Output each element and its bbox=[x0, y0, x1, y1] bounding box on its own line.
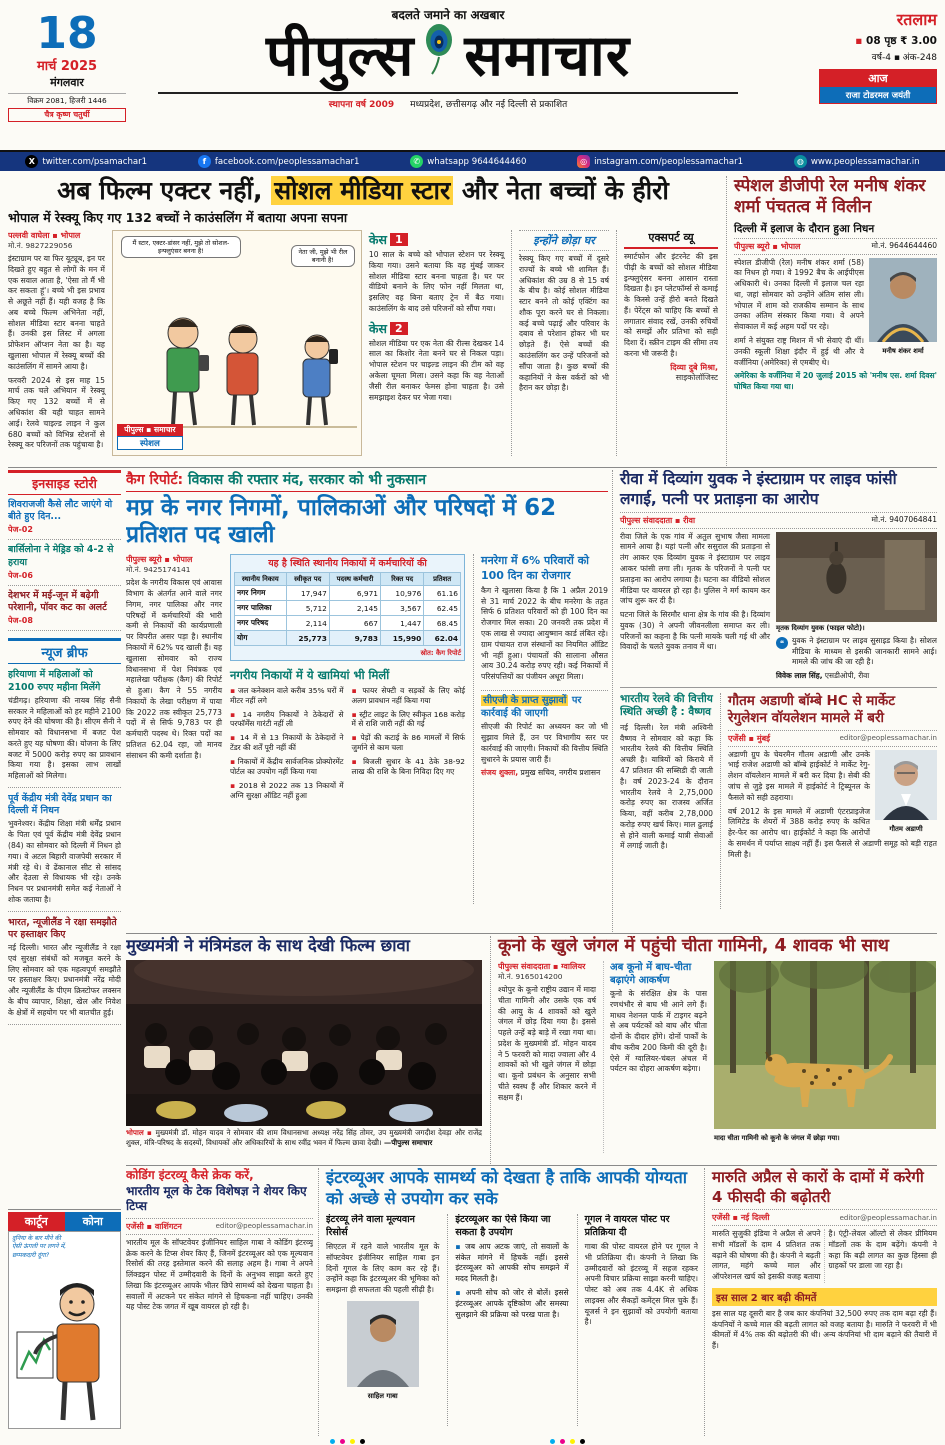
manrega-headline: मनरेगा में 6% परिवारों को 100 दिन का रोजगार bbox=[481, 554, 590, 582]
right-column bbox=[612, 470, 937, 932]
cartoon-header-right: कोना bbox=[65, 1212, 122, 1231]
news-brief-item: भारत, न्यूजीलैंड ने रक्षा समझौते पर हस्ताक्षर किए नई दिल्ली। भारत और न्यूजीलैंड ने रक्षा एवं सुरक्षा संबंधों को मजबूत करने के लिए सोमवार को एक महत्वपूर्ण समझौते पर हस्ताक्षर किए। प्रधानमंत्री नरेंद्र मोदी और न्यूजीलैंड के पीएम क्रिस्टोफर लक्सन के बीच व्यापार, शिक्षा, खेल और निवेश के क्षेत्रों में सहयोग पर भी बातचीत हुई। bbox=[8, 912, 121, 1025]
table-row: नगर निगम 17,947 6,971 10,976 61.16 bbox=[235, 586, 461, 601]
social-bar bbox=[0, 150, 945, 171]
quote-icon: ❝ bbox=[776, 637, 788, 649]
rewa-body-column: रीवा जिले के एक गांव में अतुल सुभाष जैसा मामला सामने आया है। यहां पत्नी और ससुराल की प्रताड़ना से तंग आकर एक दिव्यांग युवक ने इंस्टाग्राम पर लाइव आकर फांसी लगा ली। मृतक के परिजनों ने पत्नी पर प्रताड़ना का आरोप लगाया है। घटना का वीडियो सोशल मीडिया पर वायरल हो रहा है। पुलिस ने मर्ग कायम कर जांच शुरू कर दी है। घटना जिले के सिरमौर थाना क्षेत्र के गांव की है। दिव्यांग युवक (30) ने अपनी जीवनलीला समाप्त कर ली। परिजनों का कहना है कि पत्नी मायके चली गई थी और विवादों के चलते युवक तनाव में था। bbox=[620, 531, 770, 652]
published-from: मध्यप्रदेश, छत्तीसगढ़ और नई दिल्ली से प्रकाशित bbox=[410, 99, 568, 110]
case-1-text: 10 साल के बच्चे को भोपाल स्टेशन पर रेस्क्यू किया गया। उसने बताया कि वह मुंबई जाकर सोशल मीडिया स्टार बनना चाहता है। घर पर वीडियो बनाने के लिए फोन नहीं मिलता था, इसलिए वह बिना बताए ट्रेन में बैठ गया। काउंसलिंग के बाद उसे परिजनों को सौंपा गया। bbox=[368, 250, 504, 313]
flaws-list-right: ▪ फायर सेफ्टी व सड़कों के लिए कोई अलग प्रावधान नहीं किया गया ▪ स्ट्रीट लाइट के लिए स्वीकृत 168 करोड़ में से राशि जारी नहीं की गई ▪ पेड़ों की कटाई के 86 मामलों में सिर्फ जुर्माने से काम चला ▪ बिजली सुधार के 41 ठेके 38-92 लाख की राशि के बिना निविदा दिए गए bbox=[352, 686, 466, 806]
cm-film-headline: मुख्यमंत्री ने मंत्रिमंडल के साथ देखी फिल्म छावा bbox=[126, 936, 410, 955]
speech-bubble-1: मैं स्टार, एक्टर-डांसर नहीं, मुझे तो सोशल-इन्फ्लुएंसर बनना है! bbox=[121, 236, 241, 258]
case-2-header: केस 2 bbox=[369, 320, 504, 337]
flaws-header: नगरीय निकायों में ये खामियां भी मिलीं bbox=[230, 668, 390, 683]
table-row: नगर पालिका 5,712 2,145 3,567 62.45 bbox=[235, 601, 461, 616]
bureau-phone: मो.नं. 9644644460 bbox=[871, 241, 937, 250]
news-brief-item: पूर्व केंद्रीय मंत्री देवेंद्र प्रधान का दिल्ली में निधन भुवनेश्वर। केंद्रीय शिक्षा मंत्री धर्मेंद्र प्रधान के पिता एवं पूर्व केंद्रीय मंत्री देवेंद्र प्रधान (84) का सोमवार को दिल्ली में निधन हो गया। वे अटल बिहारी वाजपेयी सरकार में मंत्री रहे थे। वे ढेंकानाल सीट से सांसद और देउला से विधायक भी रहे। उनके निधन पर प्रधानमंत्री समेत कई नेताओं ने शोक जताया है। bbox=[8, 788, 121, 912]
sdop-quote: ❝ युवक ने इंस्टाग्राम पर लाइव सुसाइड किया है। सोशल मीडिया के माध्यम से इसकी जानकारी सामने आई। मामले की जांच की जा रही है। bbox=[776, 636, 937, 668]
lead-subhead: भोपाल में रेस्क्यू किए गए 132 बच्चों ने काउंसलिंग में बताया अपना सपना bbox=[8, 210, 348, 225]
cag-vacancy-table: स्थानीय निकाय स्वीकृत पद पदस्थ कर्मचारी रिक्त पद प्रतिशत नगर निगम 17,947 6,971 10,976 61.16 नगर पालिका 5,712 2,145 3,567 62.45 नगर परिषद 2,114 667 1,447 68.45 योग 25,773 9,783 15,990 62.04 bbox=[234, 572, 461, 646]
dgp-headline: स्पेशल डीजीपी रेल मनीष शंकर शर्मा पंचतत्व में विलीन bbox=[734, 176, 926, 218]
news-brief-header: न्यूज ब्रीफ bbox=[8, 638, 121, 664]
masthead bbox=[8, 6, 937, 147]
divider bbox=[8, 467, 937, 468]
maruti-story bbox=[704, 1168, 937, 1436]
lead-cartoon-illustration bbox=[112, 230, 362, 456]
peacock-feather-icon bbox=[422, 23, 456, 90]
dgp-obituary-story bbox=[726, 176, 937, 466]
today-box bbox=[819, 69, 937, 104]
divider bbox=[8, 1209, 121, 1210]
adani-portrait-photo bbox=[875, 750, 937, 834]
twitter-handle: X twitter.com/psamachar1 bbox=[25, 155, 147, 168]
railway-story bbox=[620, 693, 713, 909]
dgp-body-highlight: अमेरिका के वर्जीनिया में 20 जुलाई 2015 को 'मनीष एस. शर्मा दिवस' घोषित किया गया था। bbox=[734, 371, 937, 392]
maruti-headline: मारुति अप्रैल से कारों के दामों में करेगी 4 फीसदी की बढ़ोतरी bbox=[712, 1168, 924, 1206]
sahil-gaba-photo bbox=[347, 1301, 419, 1401]
coding-interview-story bbox=[126, 1168, 313, 1436]
date-block bbox=[8, 8, 126, 122]
quote-signature: संजय शुक्ला, प्रमुख सचिव, नगरीय प्रशासन bbox=[481, 768, 601, 778]
interviewer-col-google: गूगल ने वायरल पोस्ट पर प्रतिक्रिया दी गाबा की पोस्ट वायरल होने पर गूगल ने भी प्रतिक्रिया दी। कंपनी ने लिखा कि उम्मीदवारों को इंटरव्यू में सहज रहकर अपनी विचार प्रक्रिया साझा करनी चाहिए। पोस्ट को अब तक 4.4K से अधिक लाइक्स और सैकड़ों कमेंट्स मिल चुके हैं। यूजर्स ने इन सुझावों को उपयोगी बताया है। bbox=[577, 1214, 698, 1426]
editor-email: editor@peoplessamachar.in bbox=[839, 734, 937, 743]
dgp-body-1: स्पेशल डीजीपी (रेल) मनीष शंकर शर्मा (58) का निधन हो गया। वे 1992 बैच के आईपीएस अधिकारी थे। उनका दिल्ली में इलाज चल रहा था, जहां सोमवार को उन्होंने अंतिम सांस ली। भोपाल में शाम को राजकीय सम्मान के साथ उनका अंतिम संस्कार किया गया। वे अपने सेवाकाल में कई अहम पदों पर रहे। bbox=[734, 257, 864, 332]
divider bbox=[126, 1165, 937, 1166]
cheetah-body-column: पीपुल्स संवाददाता ▪ ग्वालियर मो.नं. 9165014200 श्योपुर के कूनो राष्ट्रीय उद्यान में मादा चीता गामिनी और उसके एक वर्ष की आयु के 4 शावकों को खुले जंगल में छोड़ दिया गया है। इससे पहले उन्हें बड़े बाड़े में रखा गया था। प्रदेश के मुख्यमंत्री डॉ. मोहन यादव ने 5 फरवरी को मादा ज्वाला और 4 शावकों को भी खुले जंगल में छोड़ा था। कूनो प्रबंधन के अनुसार सभी चीते स्वस्थ हैं और शिकार करने में सक्षम हैं। bbox=[498, 962, 596, 1102]
lead-story bbox=[8, 176, 718, 466]
masthead-center bbox=[158, 6, 738, 110]
maruti-body: मारुति सुजुकी इंडिया ने अप्रैल से अपने सभी मॉडलों के दाम 4 प्रतिशत तक बढ़ाने की घोषणा की है। कंपनी ने बढ़ती लागत, महंगे कच्चे माल और ऑपरेशनल खर्च को इसकी वजह बताया है। एंट्री-लेवल ऑल्टो से लेकर प्रीमियम मॉडलों तक के दाम बढ़ेंगे। कंपनी ने कहा कि बढ़ी लागत का कुछ हिस्सा ही ग्राहकों पर डाला जा रहा है। bbox=[712, 1229, 937, 1282]
case-1-number: 1 bbox=[390, 233, 408, 246]
quote-headline: सीएजी के प्राप्त सुझावों पर कार्रवाई की जाएगी bbox=[481, 694, 582, 719]
badge-special: स्पेशल bbox=[117, 436, 183, 450]
cheetah-photo bbox=[714, 961, 936, 1153]
lead-body-1: इंस्टाग्राम पर या फिर यूट्यूब, इन पर दिखते हुए बहुत से लोगों के मन में एक सवाल आता है, 'ऐसा तो मैं भी कर सकता हूं'। बच्चे भी इस प्रभाव से अछूते नहीं हैं। यही वजह है कि अब बच्चे फिल्म अभिनेता नहीं, सोशल मीडिया स्टार बनना चाहते हैं। उनकी इस लिस्ट में अगला प्रोफेशन ऑप्शन नेता का है। यह खुलासा भोपाल में रेस्क्यू बच्चों की काउंसलिंग में सामने आया है। bbox=[8, 254, 105, 371]
cag-table-column bbox=[230, 554, 465, 904]
official-quote-box bbox=[481, 690, 608, 778]
weekday: मंगलवार bbox=[50, 76, 84, 89]
cag-headline: मप्र के नगर निगमों, पालिकाओं और परिषदों में 62 प्रतिशत पद खाली bbox=[126, 495, 557, 549]
expert-view-body: स्मार्टफोन और इंटरनेट की इस पीढ़ी के बच्चों को सोशल मीडिया इन्फ्लुएंसर बनना आसान रास्ता दिखता है। इन प्लेटफॉर्म्स से कमाई के किस्से उन्हें हीरो बनते दिखते हैं। पेरेंट्स को चाहिए कि बच्चों से लगातार संवाद रखें, उनकी रुचियों को समझें और प्रतिभा को सही दिशा दें। स्क्रीन टाइम की सीमा तय करना भी जरूरी है। bbox=[624, 252, 718, 359]
cheetah-subhead: अब कूनो में बाघ-चीता बढ़ाएंगे आकर्षण bbox=[610, 962, 692, 986]
rewa-byline-row: पीपुल्स संवाददाता ▪ रीवा मो.नं. 9407064841 bbox=[620, 512, 937, 529]
cag-body: प्रदेश के नगरीय विकास एवं आवास विभाग के अंतर्गत आने वाले नगर निगम, नगर पालिका और नगर परिषदों में कर्मचारियों की भारी कमी से निकायों की कार्यप्रणाली पर विपरीत असर पड़ा है। स्थानीय निकायों में 62% पद खाली हैं। यह खुलासा सोमवार को राज्य विधानसभा में पेश नियंत्रक एवं महालेखा परीक्षक (कैग) की रिपोर्ट से हुआ। कैग ने 55 नगरीय निकायों के लेखा परीक्षण में पाया कि 2022 तक स्वीकृत 25,773 पदों में से सिर्फ 9,783 पर ही कर्मचारी पदस्थ थे। रिक्त पदों का प्रतिशत 62.04 रहा, जो मानव संसाधन की कमी दर्शाता है। bbox=[126, 578, 223, 760]
cheetah-body-1: श्योपुर के कूनो राष्ट्रीय उद्यान में मादा चीता गामिनी और उसके एक वर्ष की आयु के 4 शावकों को खुले जंगल में छोड़ दिया गया है। इससे पहले उन्हें बड़े बाड़े में रखा गया था। प्रदेश के मुख्यमंत्री डॉ. मोहन यादव ने 5 फरवरी को मादा ज्वाला और 4 शावकों को भी खुले जंगल में छोड़ा था। कूनो प्रबंधन के अनुसार सभी चीते स्वस्थ हैं और शिकार करने में सक्षम हैं। bbox=[498, 985, 596, 1102]
cheetah-story bbox=[490, 936, 937, 1164]
lead-body-2: फरवरी 2024 से इस माह 15 मार्च तक चले अभियान में रेस्क्यू किए गए 132 बच्चों में से अधिकांश की यही चाहत सामने आई। रेलवे चाइल्ड लाइन ने कुल 680 बच्चों को विभिन्न स्टेशनों से रेस्क्यू कर परिजनों तक पहुंचाया है। bbox=[8, 375, 105, 450]
date-month-year: मार्च 2025 bbox=[36, 59, 98, 74]
cartoon-header-left: कार्टून bbox=[8, 1212, 65, 1231]
special-badge bbox=[117, 424, 183, 450]
rewa-photo-caption: मृतक दिव्यांग युवक (फाइल फोटो)। bbox=[776, 623, 865, 632]
flaws-list-left: ▪ जल कनेक्शन वाले करीब 35% घरों में मीटर नहीं लगे ▪ 14 नगरीय निकायों ने ठेकेदारों से परफॉर्मेंस गारंटी नहीं ली ▪ 14 में से 13 निकायों के ठेकेदारों ने टेंडर की शर्तें पूरी नहीं कीं ▪ निकायों में केंद्रीय सार्वजनिक प्रोक्योरमेंट पोर्टल का उपयोग नहीं किया गया ▪ 2018 से 2022 तक 13 निकायों में अग्नि सुरक्षा ऑडिट नहीं हुआ bbox=[230, 686, 344, 806]
website-url: ◍ www.peoplessamachar.in bbox=[794, 155, 920, 168]
volume-issue: वर्ष-4 ▪ अंक-248 bbox=[871, 53, 937, 63]
table-row: नगर परिषद 2,114 667 1,447 68.45 bbox=[235, 616, 461, 631]
cag-phone: मो.नं. 9425174141 bbox=[126, 565, 191, 575]
maruti-byline-row: एजेंसी ▪ नई दिल्ली editor@peoplessamachar.in bbox=[712, 1209, 937, 1226]
cag-body-column bbox=[126, 554, 222, 904]
left-rail bbox=[8, 470, 121, 1208]
coding-body: भारतीय मूल के सॉफ्टवेयर इंजीनियर साहिल गाबा ने कोडिंग इंटरव्यू क्रेक करने के टिप्स शेयर किए हैं, जिनमें इंटरव्यूअर को एक मूल्यवान रिसोर्स की तरह इस्तेमाल करने की सलाह अहम है। गाबा ने अपने लिंक्डइन पोस्ट में उम्मीदवारी के दिनों के अनुभव साझा करते हुए लिखा कि इंटरव्यूअर आपके भीतर छिपे सामर्थ्य को देखना चाहता है। सवालों में अटकने पर संकेत मांगने से हिचकना नहीं चाहिए। उनकी यह पोस्ट टेक जगत में खूब वायरल हो रही है। bbox=[126, 1237, 313, 1312]
coding-byline-row: एजेंसी ▪ वाशिंगटन editor@peoplessamachar.in bbox=[126, 1218, 313, 1235]
adani-body-2: वर्ष 2012 के इस मामले में अडाणी एंटरप्राइजेज लिमिटेड के शेयरों में 388 करोड़ रुपए के कथित हेर-फेर का आरोप था। हाईकोर्ट ने कहा कि आरोपों के समर्थन में पर्याप्त साक्ष्य नहीं हैं। इस फैसले से अडाणी समूह को बड़ी राहत मिली है। bbox=[728, 806, 937, 859]
divider bbox=[126, 933, 937, 934]
interviewer-headline: इंटरव्यूअर आपके सामर्थ्य को देखता है ताकि आपकी योग्यता को अच्छे से उपयोग कर सके bbox=[326, 1168, 688, 1208]
badge-masthead: पीपुल्स ▪ समाचार bbox=[117, 424, 183, 436]
bureau-byline: पीपुल्स ब्यूरो ▪ भोपाल bbox=[734, 241, 801, 251]
sahil-gaba-caption: साहिल गाबा bbox=[367, 1391, 398, 1400]
news-brief-item: हरियाणा में महिलाओं को 2100 रुपए महीना मिलेंगे चंडीगढ़। हरियाणा की नायब सिंह सैनी सरकार ने महिलाओं को हर महीने 2100 रुपए देने की घोषणा की है। सीएम सैनी ने सोमवार को विधानसभा में बजट पेश करते हुए यह घोषणा की। योजना के लिए बजट में 5000 करोड़ रुपए का प्रावधान किया गया है। इसका लाभ लाखों महिलाओं को मिलेगा। bbox=[8, 664, 121, 788]
expert-view-column bbox=[616, 230, 718, 456]
established-year: स्थापना वर्ष 2009 bbox=[328, 99, 395, 110]
left-home-column bbox=[511, 230, 609, 456]
cag-report-story bbox=[126, 470, 608, 932]
quote-body: सीएजी की रिपोर्ट का अध्ययन कर जो भी सुझाव मिले हैं, उन पर विभागीय स्तर पर कार्रवाई की जाएगी। निकायों की वित्तीय स्थिति सुधारने के प्रयास जारी हैं। bbox=[481, 722, 608, 764]
reporter-phone: मो.नं. 9827229056 bbox=[8, 241, 73, 250]
rewa-photo bbox=[776, 532, 937, 622]
whatsapp-icon: ✆ bbox=[410, 155, 423, 168]
today-label: आज bbox=[820, 70, 936, 87]
dgp-photo-caption: मनीष शंकर शर्मा bbox=[882, 346, 924, 355]
cm-film-caption: भोपाल ▪ मुख्यमंत्री डॉ. मोहन यादव ने सोमवार की शाम विधानसभा अध्यक्ष नरेंद्र सिंह तोमर, उप मुख्यमंत्री जगदीश देवड़ा और राजेंद्र शुक्ल, मंत्रि-परिषद के सदस्यों, विधायकों और अधिकारियों के साथ रवींद्र भवन में फिल्म छावा देखी। —पीपुल्स समाचार bbox=[126, 1127, 482, 1147]
maruti-subhead: इस साल 2 बार बढ़ी कीमतें bbox=[712, 1288, 937, 1306]
pages-price: ▪ 08 पृष्ठ ₹ 3.00 bbox=[772, 34, 937, 48]
case-1-header: केस 1 bbox=[369, 231, 504, 248]
cm-film-story bbox=[126, 936, 482, 1164]
adani-story bbox=[720, 693, 937, 909]
railway-headline: भारतीय रेलवे की वित्तीय स्थिति अच्छी है : वैष्णव bbox=[620, 692, 713, 719]
instagram-icon: ◎ bbox=[577, 155, 590, 168]
rewa-headline: रीवा में दिव्यांग युवक ने इंस्टाग्राम पर लाइव फांसी लगाई, पत्नी पर प्रताड़ना का आरोप bbox=[620, 470, 897, 508]
inside-story-item: बार्सिलोना ने मेड्रिड को 4-2 से हराया पेज-06 bbox=[8, 540, 121, 585]
adani-byline-row: एजेंसी ▪ मुंबई editor@peoplessamachar.in bbox=[728, 730, 937, 747]
cartoon-corner bbox=[8, 1212, 121, 1436]
registration-marks bbox=[0, 1438, 945, 1445]
coding-kicker-2: भारतीय मूल के टेक विशेषज्ञ ने शेयर किए टिप्स bbox=[126, 1183, 307, 1214]
railway-body: नई दिल्ली। रेल मंत्री अश्विनी वैष्णव ने सोमवार को कहा कि भारतीय रेलवे की वित्तीय स्थिति अच्छी है। यात्रियों को किराये में 47 प्रतिशत की सब्सिडी दी जाती है। वर्ष 2023-24 के दौरान भारतीय रेलवे ने 2,75,000 करोड़ रुपए का राजस्व अर्जित किया, वहीं करीब 2,78,000 करोड़ रुपए खर्च किए। माल ढुलाई से होने वाली कमाई यात्री सेवाओं में लगाई जाती है। bbox=[620, 722, 713, 851]
reporter-byline: पल्लवी वाघेला ▪ भोपाल bbox=[8, 231, 81, 240]
cheetah-headline: कूनो के खुले जंगल में पहुंची चीता गामिनी, 4 शावक भी साथ bbox=[498, 936, 889, 956]
masthead-subline bbox=[158, 92, 738, 110]
expert-view-header: एक्सपर्ट व्यू bbox=[624, 230, 718, 249]
left-home-header: इन्होंने छोड़ा घर bbox=[519, 230, 609, 251]
tagline: बदलते जमाने का अखबार bbox=[391, 8, 505, 22]
headline-highlight: सोशल मीडिया स्टार bbox=[271, 176, 453, 205]
table-source: स्रोत: कैग रिपोर्ट bbox=[420, 649, 461, 658]
manrega-column bbox=[473, 554, 608, 904]
inside-story-item: शिवराजजी कैसे लौट जाएंगे वो बीते हुए दिन... पेज-02 bbox=[8, 495, 121, 540]
interviewer-col-resource: इंटरव्यू लेने वाला मूल्यवान रिसोर्स सिएटल में रहने वाले भारतीय मूल के सॉफ्टवेयर इंजीनियर साहिल गाबा इन दिनों गूगल के लिए काम कर रहे हैं। उन्होंने कहा कि इंटरव्यूअर की भूमिका को समझना ही सफलता की पहली सीढ़ी है। साहिल गाबा bbox=[326, 1214, 440, 1400]
case-2-text: सोशल मीडिया पर एक नेता की रील्स देखकर 14 साल का किशोर नेता बनने घर से निकल पड़ा। भोपाल स्टेशन पर चाइल्ड लाइन की टीम को वह अकेला घूमता मिला। उसने कहा कि वह नेताओं जैसी रील बनाकर फेमस होना चाहता है। उसे समझाइश देकर घर भेजा गया। bbox=[368, 338, 504, 402]
whatsapp-number: ✆ whatsapp 9644644460 bbox=[410, 155, 526, 168]
cartoon-box bbox=[8, 1231, 121, 1429]
instagram-handle: ◎ instagram.com/peoplessamachar1 bbox=[577, 155, 743, 168]
lead-headline: अब फिल्म एक्टर नहीं, सोशल मीडिया स्टार और नेता बच्चों के हीरो bbox=[57, 176, 669, 205]
inside-story-header: इनसाइड स्टोरी bbox=[8, 470, 121, 495]
cheetah-body-2: कूनो के संरक्षित क्षेत्र के पास रणथंभौर से बाघ भी आने लगे हैं। माधव नेशनल पार्क में टाइगर बढ़ने से अब पर्यटकों को बाघ और चीता दोनों के दीदार होंगे। दोनों पार्कों के बीच करीब 200 किमी की दूरी है। ऐसे में ग्वालियर-चंबल अंचल में पर्यटन का दोहरा आकर्षण बढ़ेगा। bbox=[610, 989, 707, 1074]
cartoon-caption: दुनिया के बार मौने की ऐसी ऊंगली पर लगने में, छप्पकदारी दूंगा? bbox=[12, 1235, 67, 1259]
coding-kicker-1: कोडिंग इंटरव्यू कैसे क्रेक करें, bbox=[126, 1168, 254, 1182]
cag-table-title: यह है स्थिति स्थानीय निकायों में कर्मचारियों की bbox=[268, 558, 427, 570]
newspaper-title bbox=[158, 23, 738, 90]
rewa-story bbox=[620, 470, 937, 681]
title-part2: समाचार bbox=[464, 22, 631, 89]
dgp-portrait-photo bbox=[869, 258, 937, 356]
calendar-line: विक्रम 2081, हिजरी 1446 bbox=[8, 93, 126, 106]
masthead-right bbox=[772, 8, 937, 104]
cheetah-photo-caption: मादा चीता गामिनी को कूनो के जंगल में छोड़ा गया। bbox=[714, 1134, 840, 1142]
interviewer-story bbox=[318, 1168, 698, 1436]
title-part1: पीपुल्स bbox=[265, 22, 415, 89]
manrega-body: कैग ने खुलासा किया है कि 1 अप्रैल 2019 से 31 मार्च 2022 के बीच मनरेगा के तहत सिर्फ 6 प्रतिशत परिवारों को ही 100 दिन का रोजगार मिल सका। 20 जनवरी तक प्रदेश में एक लाख से ज्यादा आयुष्मान कार्ड लंबित रहे। ग्राम पंचायत राज संस्थानों का नियमित ऑडिट भी नहीं हुआ। पंचायतों की सालाना औसत आय 30.24 करोड़ रुपए रही। कई निकायों में परिसंपत्तियों का पंजीयन अधूरा मिला। bbox=[481, 585, 608, 682]
facebook-handle: f facebook.com/peoplessamachar1 bbox=[198, 155, 360, 168]
dgp-subhead: दिल्ली में इलाज के दौरान हुआ निधन bbox=[734, 222, 875, 235]
cag-kicker: कैग रिपोर्ट: विकास की रफ्तार मंद, सरकार को भी नुकसान bbox=[126, 470, 608, 492]
today-event: राजा टोडरमल जयंती bbox=[820, 87, 936, 103]
tithi: चैत्र कृष्ण चतुर्थी bbox=[8, 108, 126, 122]
lead-body-column bbox=[8, 230, 105, 456]
case-2-number: 2 bbox=[390, 322, 408, 335]
adani-headline: गौतम अडाणी बॉम्बे HC से मार्केट रेगुलेशन वॉयलेशन मामले में बरी bbox=[728, 692, 896, 727]
globe-icon: ◍ bbox=[794, 155, 807, 168]
facebook-icon: f bbox=[198, 155, 211, 168]
case-column bbox=[369, 230, 504, 456]
expert-signature: दिव्या दुबे मिश्रा, साइकोलॉजिस्ट bbox=[670, 362, 718, 383]
cm-film-photo bbox=[126, 960, 482, 1126]
cag-table-box bbox=[230, 554, 465, 661]
speech-bubble-2: नेता जी, मुझे भी रील बनानी है! bbox=[291, 245, 355, 267]
rewa-media-column bbox=[776, 532, 937, 681]
adani-body-1: अडाणी ग्रुप के चेयरमैन गौतम अडाणी और उनके भाई राजेश अडाणी को बॉम्बे हाईकोर्ट ने मार्केट रेगुलेशन वॉयलेशन मामले में बरी कर दिया है। सेबी की जांच से जुड़े इस मामले में हाईकोर्ट ने ट्रिब्यूनल के फैसले को सही ठहराया। bbox=[728, 749, 870, 802]
interviewer-col-usage: इंटरव्यूअर का ऐसे किया जा सकता है उपयोग ▪ जब आप अटक जाएं, तो सवालों के संकेत मांगने में हिचकें नहीं। इससे इंटरव्यूअर को आपकी सोच समझने में मदद मिलती है। ▪ अपनी सोच को जोर से बोलें। इससे इंटरव्यूअर आपके दृष्टिकोण और समस्या सुलझाने की प्रक्रिया को परख पाता है। bbox=[447, 1214, 568, 1426]
dgp-byline-row bbox=[734, 238, 937, 255]
cheetah-sub-column bbox=[603, 961, 707, 1153]
edition-name: रतलाम bbox=[896, 10, 937, 29]
inside-story-item: देशभर में मई-जून में बढ़ेगी परेशानी, पॉवर कट का अलर्ट पेज-08 bbox=[8, 586, 121, 631]
corner-cartoon-drawing bbox=[9, 1232, 120, 1428]
cag-byline: पीपुल्स ब्यूरो ▪ भोपाल bbox=[126, 555, 193, 565]
dgp-body-2: शर्मा ने संयुक्त राष्ट्र मिशन में भी सेवाएं दी थीं। उनकी स्कूली शिक्षा इंदौर में हुई थी और वे वर्जीनिया (अमेरिका) से एमबीए थे। bbox=[734, 335, 864, 367]
left-home-body: रेस्क्यू किए गए बच्चों में दूसरे राज्यों के बच्चे भी शामिल हैं। अधिकांश की उम्र 8 से 15 वर्ष के बीच है। कोई सोशल मीडिया स्टार बनने तो कोई एक्टिंग का शौक पूरा करने घर से निकला। कई बच्चे पढ़ाई और परिवार के दबाव से परेशान होकर भी घर छोड़ते हैं। ऐसे बच्चों की काउंसलिंग कर उन्हें परिजनों को सौंपा जाता है। कुछ बच्चों की कहानियों ने केस वर्करों को भी हैरान कर छोड़ा है। bbox=[518, 254, 610, 393]
adani-photo-caption: गौतम अडाणी bbox=[889, 824, 923, 833]
date-day: 18 bbox=[36, 8, 98, 59]
table-total-row: योग 25,773 9,783 15,990 62.04 bbox=[235, 631, 461, 646]
sdop-signature: विवेक लाल सिंह, एसडीओपी, रीवा bbox=[776, 670, 870, 680]
twitter-x-icon: X bbox=[25, 155, 38, 168]
maruti-sub-body: इस साल यह दूसरी बार है जब कार कंपनियां 32,500 रुपए तक दाम बढ़ा रही हैं। कंपनियों ने कच्चे माल की बढ़ती लागत को वजह बताया है। मारुति ने फरवरी में भी कीमतों में 4% तक की बढ़ोतरी की थी। अन्य कंपनियां भी दाम बढ़ाने की तैयारी में हैं। bbox=[712, 1308, 937, 1351]
